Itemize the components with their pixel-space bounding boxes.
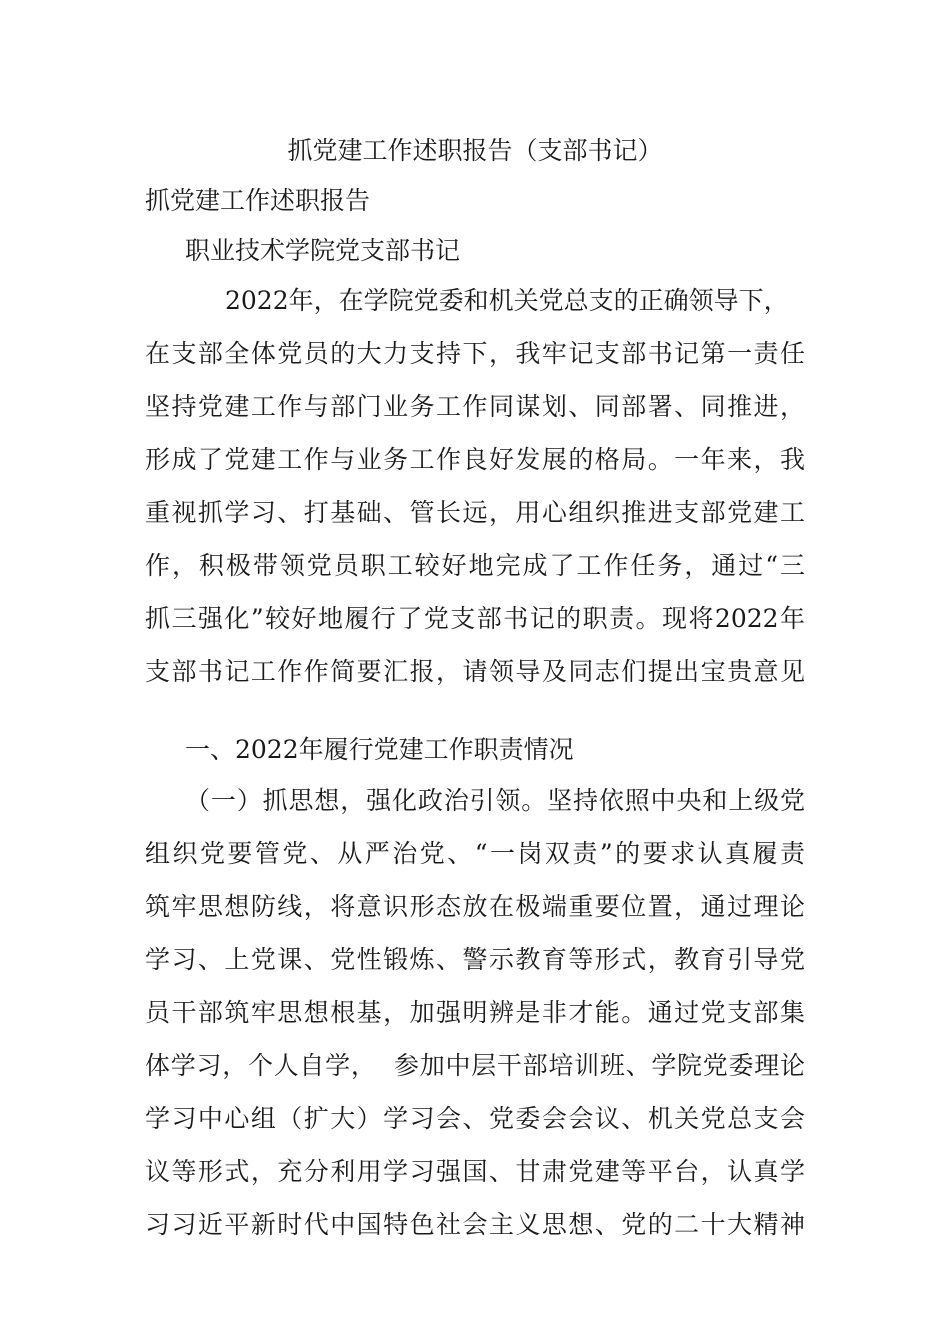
intro-line: 坚持党建工作与部门业务工作同谋划、同部署、同推进， xyxy=(145,392,805,421)
author-line: 职业技术学院党支部书记 xyxy=(185,236,461,265)
section-line: 组织党要管党、从严治党、“一岗双责”的要求认真履责 xyxy=(145,839,805,868)
section-line: 议等形式，充分利用学习强国、甘肃党建等平台，认真学 xyxy=(145,1157,805,1186)
section-line: （一）抓思想，强化政治引领。坚持依照中央和上级党 xyxy=(185,786,805,815)
intro-line: 作，积极带领党员职工较好地完成了工作任务，通过“三 xyxy=(145,551,805,580)
intro-line: 支部书记工作作简要汇报，请领导及同志们提出宝贵意见 xyxy=(145,657,805,686)
document-subtitle: 抓党建工作述职报告 xyxy=(145,186,371,215)
section-line: 学习中心组（扩大）学习会、党委会会议、机关党总支会 xyxy=(145,1104,805,1133)
intro-line: 重视抓学习、打基础、管长远，用心组织推进支部党建工 xyxy=(145,498,805,527)
section-line: 筑牢思想防线，将意识形态放在极端重要位置，通过理论 xyxy=(145,892,805,921)
intro-line: 形成了党建工作与业务工作良好发展的格局。一年来，我 xyxy=(145,445,805,474)
document-title: 抓党建工作述职报告（支部书记） xyxy=(287,136,663,165)
intro-line: 2022年，在学院党委和机关党总支的正确领导下， xyxy=(225,286,789,315)
section-line: 员干部筑牢思想根基，加强明辨是非才能。通过党支部集 xyxy=(145,998,805,1027)
section-line: 习习近平新时代中国特色社会主义思想、党的二十大精神 xyxy=(145,1210,805,1239)
section-heading: 一、2022年履行党建工作职责情况 xyxy=(185,735,574,764)
intro-line: 抓三强化”较好地履行了党支部书记的职责。现将2022年 xyxy=(145,604,805,633)
section-line: 学习、上党课、党性锻炼、警示教育等形式，教育引导党 xyxy=(145,945,805,974)
section-line: 体学习，个人自学， 参加中层干部培训班、学院党委理论 xyxy=(145,1051,805,1080)
intro-line: 在支部全体党员的大力支持下，我牢记支部书记第一责任 xyxy=(145,339,805,368)
